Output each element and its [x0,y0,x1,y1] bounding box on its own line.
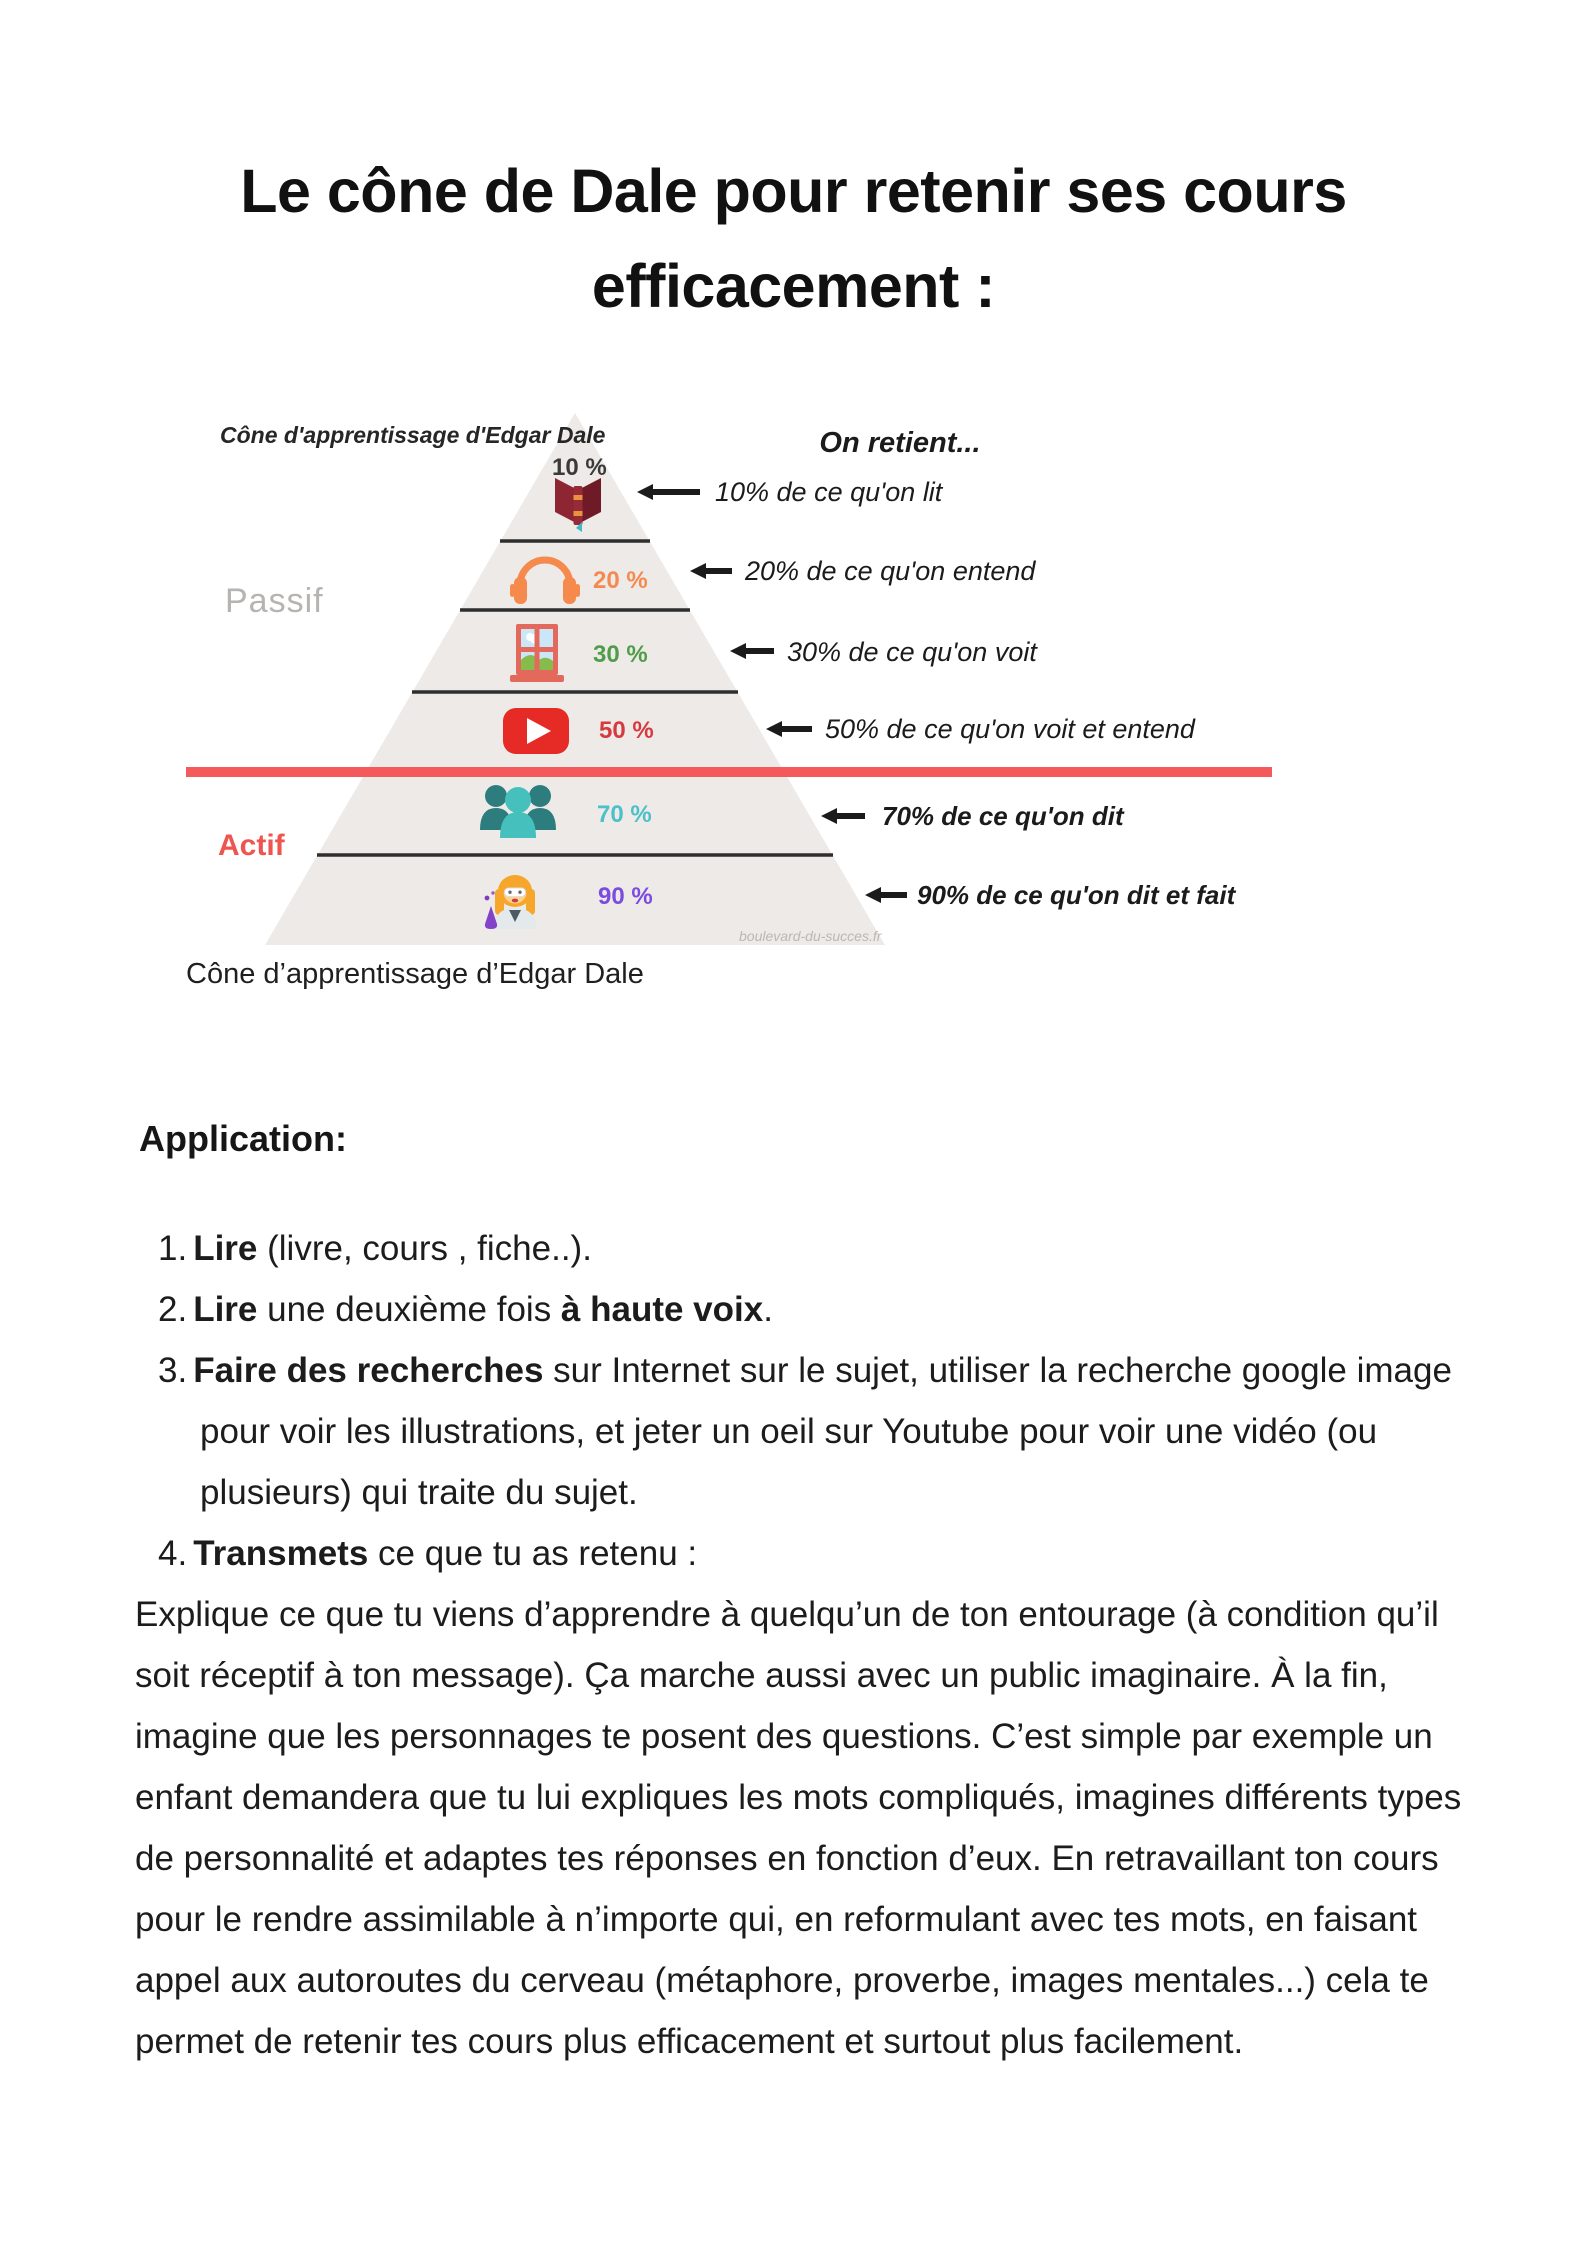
list-item-2-bold: Lire [193,1290,258,1329]
list-item-2 [135,1279,1465,1340]
body-content [135,1218,1465,2072]
diagram-header: Cône d'apprentissage d'Edgar Dale [220,422,606,448]
list-item-3 [135,1340,1465,1523]
arrow-left-icon-4 [766,721,812,737]
active-label: Actif [218,829,285,862]
retention-label-6: 90% de ce qu'on dit et fait [917,880,1236,910]
list-item-4-text: ce que tu as retenu : [368,1534,698,1573]
list-item-2-bold2: à haute voix [560,1290,764,1329]
dale-cone-diagram [130,400,1350,965]
list-item-3-number: 3. [158,1351,188,1390]
retention-label-5: 70% de ce qu'on dit [882,801,1124,831]
pct-level-4: 50 % [599,717,654,744]
pct-level-5: 70 % [597,801,652,828]
arrow-left-icon-2 [690,563,732,579]
arrow-left-icon-1 [637,484,700,500]
page-title [0,144,1587,334]
arrow-left-icon-6 [865,887,907,903]
pct-level-3: 30 % [593,641,648,668]
window-icon [510,624,564,682]
list-item-2-number: 2. [158,1290,188,1329]
list-item-2-end: . [763,1290,773,1329]
retention-label-4: 50% de ce qu'on voit et entend [825,714,1195,744]
dale-cone-svg [130,400,1350,960]
list-item-1-number: 1. [158,1229,188,1268]
arrow-left-icon-3 [730,643,774,659]
list-item-4-bold: Transmets [193,1534,369,1573]
body-paragraph: Explique ce que tu viens d’apprendre à quelqu’un de ton entourage (à condition qu’il soit réceptif à ton message). Ça marche aussi avec un public imaginaire. À la fin, imagine que les personnages te posent des questions. C’est simple par exemple un enfant demandera que tu lui expliques les mots compliqués, imagines différents types de personnalité et adaptes tes réponses en fonction d’eux. En retravaillant ton cours pour le rendre assimilable à n’importe qui, en reformulant avec tes mots, en faisant appel aux autoroutes du cerveau (métaphore, proverbe, images mentales...) cela te permet de retenir tes cours plus efficacement et surtout plus facilement. [135,1595,1462,2061]
list-item-4 [135,1523,1465,1584]
list-item-4-number: 4. [158,1534,188,1573]
list-item-1-bold: Lire [193,1229,258,1268]
retention-label-2: 20% de ce qu'on entend [745,556,1036,586]
retention-label-1: 10% de ce qu'on lit [715,477,943,507]
pct-level-2: 20 % [593,567,648,594]
list-item-1-text: (livre, cours , fiche..). [257,1229,592,1268]
list-item-2-text: une deuxième fois [257,1290,561,1329]
passive-label: Passif [225,582,324,620]
list-item-3-text: sur Internet sur le sujet, utiliser la recherche google image pour voir les illustrations, et jeter un oeil sur Youtube pour voir une vidéo (ou plusieurs) qui traite du sujet. [200,1351,1452,1512]
page-title-line1: Le cône de Dale pour retenir ses cours [240,156,1347,225]
retain-title: On retient... [819,427,981,459]
list-item-1 [135,1218,1465,1279]
retention-label-3: 30% de ce qu'on voit [787,637,1037,667]
pct-level-1: 10 % [552,454,607,481]
diagram-caption: Cône d’apprentissage d’Edgar Dale [186,958,644,990]
pct-level-6: 90 % [598,883,653,910]
arrow-left-icon-5 [821,808,865,824]
page-title-line2: efficacement : [591,251,996,320]
youtube-icon [503,708,569,754]
application-heading: Application: [139,1118,347,1159]
list-item-3-bold: Faire des recherches [193,1351,544,1390]
watermark: boulevard-du-succes.fr [739,928,882,944]
